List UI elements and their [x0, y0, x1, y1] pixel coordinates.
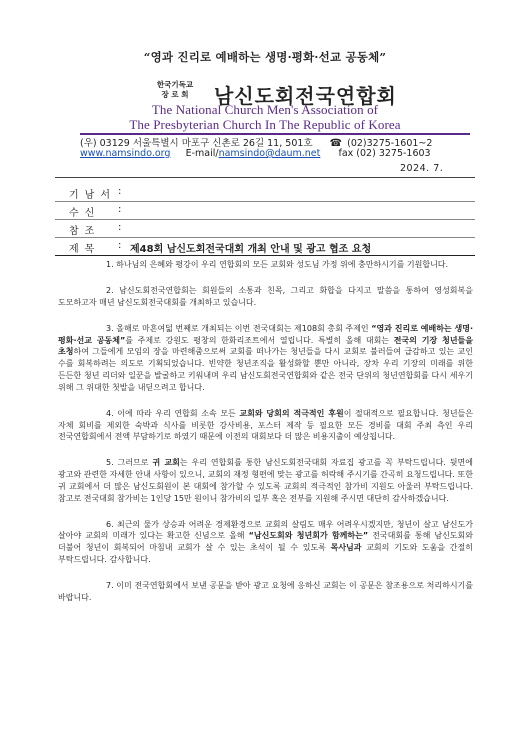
email-link[interactable]: namsindo@daum.net	[218, 148, 321, 159]
org-name-english-line1: The National Church Men's Association of	[151, 102, 379, 117]
contact-line: www.namsindo.org E-mail/namsindo@daum.net fax (02) 3275-1603	[80, 148, 431, 159]
paragraph-4: 4. 이에 따라 우리 연합회 소속 모든 교회와 당회의 적극적인 후원이 절대적으로 필요합니다. 청년들은 자체 회비를 제외한 숙박과 식사를 비롯한 강사비용, 포스터 제작 등 필요한 모든 경비를 대회 주최 측인 우리 전국연합회에서 전액 부담하기로 하였기 때문에 이전의 대회보다 더 많은 비용지출이 예상됩니다.	[58, 408, 474, 442]
meta-subject: 제목 : 제48회 남신도회전국대회 개최 안내 및 광고 협조 요청	[55, 238, 475, 256]
paragraph-2: 2. 남신도회전국연합회는 회원들의 소통과 친목, 그리고 화합을 다지고 말씀을 통하여 영성회복을 도모하고자 매년 남신도회전국대회를 개최하고 있습니다.	[58, 285, 473, 307]
fax-number: fax (02) 3275-1603	[338, 148, 431, 159]
document-date: 2024. 7.	[400, 163, 444, 174]
meta-reference: 참조 :	[55, 220, 475, 238]
paragraph-1: 1. 하나님의 은혜와 평강이 우리 연합회의 모든 교회와 성도님 가정 위에 충만하시기를 기원합니다.	[106, 260, 449, 269]
motto: “영과 진리로 예배하는 생명·평화·선교 공동체”	[143, 50, 387, 64]
logo-small-text: 한국기독교 장 로 회	[156, 80, 194, 99]
phone-icon: ☎	[329, 138, 343, 149]
website-link[interactable]: www.namsindo.org	[80, 148, 171, 159]
paragraph-3: 3. 올해로 마흔여덟 번째로 개최되는 이번 전국대회는 제108회 총회 주제인 “영과 진리로 예배하는 생명·평화·선교 공동체”를 주제로 강원도 평창의 한화리조트에서 열립니다. 특별히 올해 대회는 전국의 기장 청년들을 초청하여 그들에게 모임의 장을 마련해줌으로써 교회를 떠나가는 청년들을 다시 교회로 불러들여 급감하고 있는 교인 수를 회복하려는 의도로 기획되었습니다. 빈약한 청년조직을 활성화할 뿐만 아니라, 장차 우리 기장의 미래를 위한 든든한 청년 리더와 일꾼을 발굴하고 키워내며 우리 남신도회전국연합회와 같은 전국 단위의 청년연합회를 다시 세우기 위해 그 위대한 첫발을 내딛으려고 합니다.	[58, 323, 473, 392]
meta-docnum: 기남서 :	[55, 184, 475, 202]
paragraph-6: 6. 최근의 물가 상승과 어려운 경제환경으로 교회의 살림도 매우 어려우시겠지만, 청년이 살고 남신도가 살아야 교회의 미래가 있다는 확고한 신념으로 올해 “남신도회와 청년회가 함께하는” 전국대회를 통해 남신도회와 더불어 청년이 회복되어 마침내 교회가 살 수 있는 초석이 될 수 있도록 목사님과 교회의 기도와 도움을 간절히 부탁드립니다. 감사합니다.	[58, 519, 473, 565]
paragraph-5: 5. 그러므로 귀 교회는 우리 연합회를 통한 남신도회전국대회 자료집 광고를 꼭 부탁드립니다. 뒷면에 광고와 관련한 자세한 안내 사항이 있으니, 교회의 재정 형편에 맞는 광고를 허락해 주시기를 간곡히 요청드립니다. 또한 귀 교회에서 더 많은 남신도회원이 본 대회에 참가할 수 있도록 교회의 적극적인 참가비 지원도 아울러 부탁드립니다. 참고로 전국대회 참가비는 1인당 15만 원이니 참가비의 일부 혹은 전부를 지원해 주시면 대단히 감사하겠습니다.	[58, 458, 473, 503]
paragraph-7: 7. 이미 전국연합회에서 보낸 공문을 받아 광고 요청에 응하신 교회는 이 공문은 참조용으로 처리하시기를 바랍니다.	[58, 581, 473, 602]
letter-body	[58, 259, 473, 618]
subject-text: 제48회 남신도회전국대회 개최 안내 및 광고 협조 요청	[130, 244, 372, 255]
meta-recipient: 수신 :	[55, 202, 475, 220]
date-divider	[55, 177, 475, 178]
org-name-korean: 남신도회전국연합회	[214, 84, 397, 108]
org-name-english-line2: The Presbyterian Church In The Republic of Korea	[129, 117, 401, 132]
address-line: (우) 03129 서울특별시 마포구 신촌로 26길 11, 501호 ☎ (02)3275-1601~2	[80, 138, 433, 149]
